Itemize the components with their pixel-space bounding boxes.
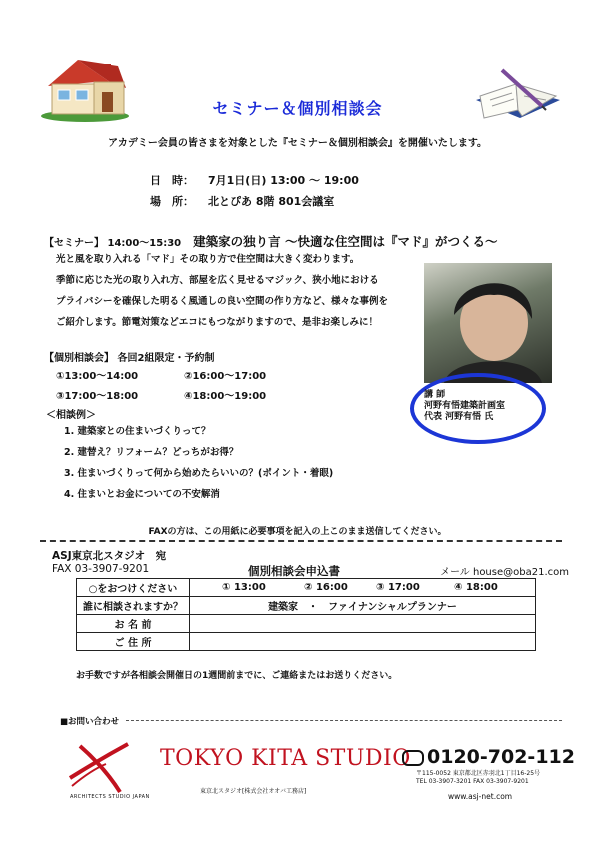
example-item: 4. 住まいとお金についての不安解消: [64, 489, 220, 500]
form-label: ○をおつけください: [77, 579, 190, 597]
examples-heading: ＜相談例＞: [46, 410, 96, 421]
slot-item: ③17:00～18:00: [56, 391, 139, 402]
consult-slots-row2: [56, 387, 312, 402]
form-row-consultant: [77, 597, 536, 615]
form-row-address: [77, 633, 536, 651]
form-label: お 名 前: [77, 615, 190, 633]
lecturer-role: 講 師: [424, 390, 446, 400]
intro-text: アカデミー会員の皆さまを対象とした『セミナー＆個別相談会』を開催いたします。: [107, 138, 488, 149]
application-form: [76, 578, 536, 651]
studio-subtitle: 東京北スタジオ[株式会社オオバ工務店]: [200, 788, 307, 795]
tel-fax-line: TEL 03-3907-3201 FAX 03-3907-9201: [416, 777, 529, 785]
lecturer-photo: [424, 263, 552, 383]
address-field[interactable]: [190, 633, 536, 651]
time-option[interactable]: ④ 18:00: [454, 582, 498, 593]
cut-line: [40, 540, 562, 542]
date-label: 日 時：: [150, 174, 194, 187]
seminar-time: 【セミナー】 14:00～15:30: [44, 238, 182, 249]
form-title: 個別相談会申込書: [248, 564, 340, 578]
place-value: 北とぴあ 8階 801会議室: [208, 195, 335, 208]
consult-heading: 【個別相談会】 各回2組限定・予約制: [44, 353, 215, 364]
mail-address: メール house@oba21.com: [440, 567, 569, 578]
event-place: [150, 193, 334, 209]
phone-text: 0120-702-112: [427, 746, 575, 768]
name-field[interactable]: [190, 615, 536, 633]
lecturer-office: 河野有悟建築計画室: [424, 401, 506, 411]
fax-number: FAX 03-3907-9201: [52, 563, 150, 575]
example-item: 1. 建築家との住まいづくりって？: [64, 426, 211, 437]
date-value: 7月1日(日) 13:00 ～ 19:00: [208, 174, 359, 187]
contact-heading: ■お問い合わせ: [60, 717, 120, 727]
fax-note: FAXの方は、この用紙に必要事項を記入の上このまま送信してください。: [148, 527, 447, 537]
time-options[interactable]: [190, 579, 536, 597]
examples-list: [64, 421, 333, 505]
form-recipient: ASJ東京北スタジオ 宛: [52, 550, 167, 562]
time-option[interactable]: ③ 17:00: [376, 582, 420, 593]
lecturer-info: [424, 390, 505, 423]
form-notice: お手数ですが各相談会開催日の1週間前までに、ご連絡またはお送りください。: [76, 671, 398, 681]
asj-logo: [66, 738, 134, 794]
logo-subtitle: ARCHITECTS STUDIO JAPAN: [70, 794, 150, 800]
example-item: 3. 住まいづくりって何から始めたらいいの？(ポイント・着眼): [64, 468, 334, 479]
studio-name: TOKYO KITA STUDIO: [160, 746, 411, 771]
consultant-choice[interactable]: 建築家 ・ ファイナンシャルプランナー: [190, 597, 536, 615]
seminar-line: プライバシーを確保した明るく風通しの良い空間の作り方など、様々な事例を: [56, 296, 389, 307]
contact-rule: [126, 720, 562, 721]
lecturer-name: 代表 河野有悟 氏: [424, 412, 494, 422]
slot-item: ②16:00～17:00: [184, 371, 267, 382]
seminar-heading: [44, 232, 498, 250]
seminar-line: 光と風を取り入れる「マド」その取り方で住空間は大きく変わります。: [56, 254, 360, 265]
time-option[interactable]: ① 13:00: [222, 582, 266, 593]
slot-item: ④18:00～19:00: [184, 391, 267, 402]
form-row-name: [77, 615, 536, 633]
form-label: ご 住 所: [77, 633, 190, 651]
studio-address: [416, 770, 540, 785]
freedial-icon: [402, 750, 424, 766]
page-title: セミナー＆個別相談会: [212, 99, 383, 118]
website-link[interactable]: www.asj-net.com: [448, 792, 513, 801]
place-label: 場 所：: [150, 195, 194, 208]
form-label: 誰に相談されますか？: [77, 597, 190, 615]
slot-item: ①13:00～14:00: [56, 371, 139, 382]
seminar-line: 季節に応じた光の取り入れ方、部屋を広く見せるマジック、狭小地における: [56, 275, 379, 286]
form-row-time: [77, 579, 536, 597]
seminar-description: [56, 249, 388, 333]
event-date: [150, 172, 359, 188]
address-line: 〒115-0052 東京都北区赤羽北1丁目16-25号: [416, 770, 541, 777]
example-item: 2. 建替え？リフォーム？どっちがお得？: [64, 447, 239, 458]
seminar-line: ご紹介します。節電対策などエコにもつながりますので、是非お楽しみに！: [56, 317, 379, 328]
time-option[interactable]: ② 16:00: [304, 582, 348, 593]
consult-slots-row1: [56, 367, 312, 382]
phone-number[interactable]: [402, 746, 575, 768]
seminar-theme: 建築家の独り言 ～快適な住空間は『マド』がつくる～: [193, 234, 498, 249]
